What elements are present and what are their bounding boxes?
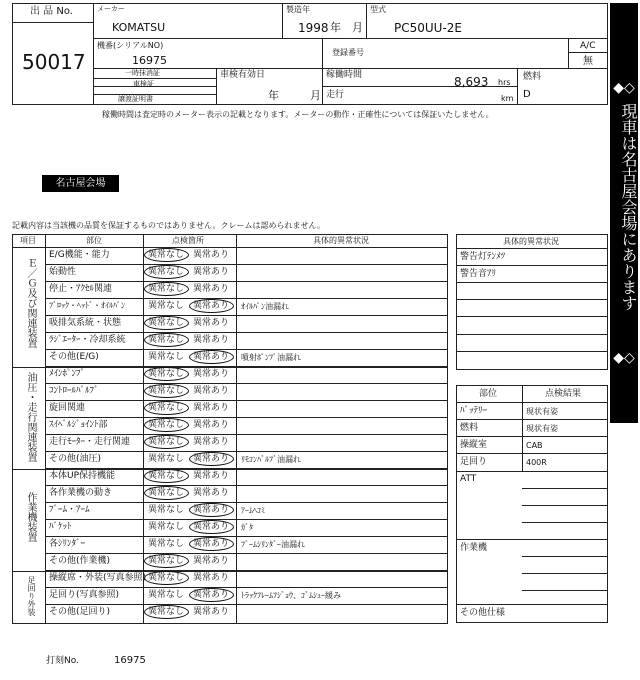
hours-label: 稼働時間	[326, 70, 363, 80]
header-detail: 具体的異常状況	[313, 236, 369, 245]
status-ng-option: 異常あり	[193, 607, 230, 617]
selected-status-circle	[144, 571, 189, 585]
lot-label: 出 品 No.	[30, 6, 73, 17]
status-ok-option: 異常なし	[148, 488, 185, 498]
status-ng-option: 異常あり	[193, 250, 230, 260]
selected-status-circle	[144, 486, 189, 500]
status-ng-option: 異常あり	[193, 369, 230, 379]
stamp-label: 打刻No.	[46, 656, 79, 666]
status-ng-option: 異常あり	[193, 318, 230, 328]
selected-status-circle	[144, 469, 189, 483]
status-ng-option: 異常あり	[193, 284, 230, 294]
selected-status-circle	[189, 452, 234, 466]
row-part: 本体UP保持機能	[49, 471, 116, 481]
header-item: 項目	[20, 236, 36, 245]
row-detail: ﾌﾞｰﾑｼﾘﾝﾀﾞｰ油漏れ	[241, 540, 305, 549]
category-engine: Ｅ／Ｇ及び関連装置	[25, 258, 36, 348]
status-ok-option: 異常なし	[148, 284, 185, 294]
row-part: 走行ﾓｰﾀｰ・走行関連	[49, 437, 131, 447]
row-part: 旋回関連	[49, 403, 86, 413]
status-ok-option: 異常なし	[148, 573, 185, 583]
row-part: ﾌﾞｰﾑ・ｱｰﾑ	[49, 505, 90, 515]
work-equipment-label: 作業機	[460, 543, 488, 553]
lot-number: 50017	[22, 50, 86, 74]
selected-status-circle	[189, 503, 234, 517]
category-hydraulic: 油圧・走行関連装置	[25, 372, 36, 462]
selected-status-circle	[144, 265, 189, 279]
status-ng-option: 異常あり	[193, 590, 230, 600]
header-check: 点検箇所	[172, 236, 204, 245]
inspection-cert-label: 車検証	[133, 80, 154, 88]
selected-status-circle	[144, 605, 189, 619]
status-ok-option: 異常なし	[148, 437, 185, 447]
row-part: 吸排気系統・状態	[49, 318, 122, 328]
status-ok-option: 異常なし	[148, 352, 185, 362]
result-header-result: 点検結果	[545, 389, 582, 399]
serial-value: 16975	[132, 54, 167, 67]
status-ok-option: 異常なし	[148, 318, 185, 328]
registration-label: 登録番号	[332, 48, 364, 57]
year-label: 製造年	[286, 5, 310, 14]
status-ng-option: 異常あり	[193, 454, 230, 464]
location-notice: 現車は名古屋会場にあります	[619, 103, 638, 311]
selected-status-circle	[144, 316, 189, 330]
inspection-year-unit: 年	[268, 89, 279, 102]
year-value: 1998	[298, 21, 329, 35]
row-part: その他(油圧)	[49, 454, 102, 464]
status-ok-option: 異常なし	[148, 267, 185, 277]
status-ok-option: 異常なし	[148, 386, 185, 396]
row-detail: ｶﾞﾀ	[241, 523, 253, 532]
selected-status-circle	[144, 282, 189, 296]
att-label: ATT	[460, 474, 477, 484]
status-ok-option: 異常なし	[148, 301, 185, 311]
row-detail: ﾘﾓｺﾝﾊﾞﾙﾌﾞ油漏れ	[241, 455, 301, 464]
selected-status-circle	[144, 384, 189, 398]
result-header-part: 部位	[479, 389, 498, 399]
row-part: 各ｼﾘﾝﾀﾞｰ	[49, 539, 86, 549]
status-ng-option: 異常あり	[193, 539, 230, 549]
selected-status-circle	[189, 520, 234, 534]
maker-value: KOMATSU	[112, 21, 166, 34]
result-value: 現状有姿	[526, 407, 558, 416]
fuel-label: 燃料	[523, 72, 542, 82]
status-ok-option: 異常なし	[148, 539, 185, 549]
model-label: 型式	[370, 5, 386, 14]
status-ng-option: 異常あり	[193, 556, 230, 566]
status-ok-option: 異常なし	[148, 522, 185, 532]
fuel-value: D	[523, 89, 531, 100]
hours-disclaimer: 稼働時間は査定時のメーター表示の記載となります。メーターの動作・正確性については保証いたしません。	[102, 110, 494, 119]
status-ok-option: 異常なし	[148, 505, 185, 515]
row-part: その他(作業機)	[49, 556, 111, 566]
selected-status-circle	[144, 367, 189, 381]
result-value: 現状有姿	[526, 424, 558, 433]
location-sidebar	[610, 3, 638, 423]
status-ng-option: 異常あり	[193, 522, 230, 532]
km-unit: km	[501, 94, 514, 103]
venue-tag: 名古屋会場	[42, 175, 119, 192]
row-part: ﾌﾞﾛｯｸ・ﾍｯﾄﾞ・ｵｲﾙﾊﾟﾝ	[49, 301, 125, 310]
selected-status-circle	[144, 435, 189, 449]
quality-disclaimer: 記載内容は当該機の品質を保証するものではありません。クレームは認められません。	[12, 221, 325, 230]
status-ng-option: 異常あり	[193, 573, 230, 583]
ac-value: 無	[583, 56, 593, 67]
row-part: 足回り(写真参照)	[49, 590, 120, 600]
row-part: E/G機能・能力	[49, 250, 110, 260]
status-ok-option: 異常なし	[148, 590, 185, 600]
status-ng-option: 異常あり	[193, 471, 230, 481]
status-ng-option: 異常あり	[193, 505, 230, 515]
row-part: ｽｲﾍﾞﾙｼﾞｮｲﾝﾄ部	[49, 420, 108, 430]
status-ng-option: 異常あり	[193, 352, 230, 362]
serial-label: 機番(シリアルNO)	[97, 41, 164, 50]
row-part: 操縦席・外装(写真参照)	[49, 573, 147, 583]
status-ng-option: 異常あり	[193, 301, 230, 311]
result-part: ﾊﾞｯﾃﾘｰ	[460, 406, 488, 416]
status-ok-option: 異常なし	[148, 403, 185, 413]
status-ok-option: 異常なし	[148, 369, 185, 379]
status-ok-option: 異常なし	[148, 250, 185, 260]
travel-label: 走行	[326, 90, 345, 100]
row-part: 停止・ｱｸｾﾙ関連	[49, 284, 113, 294]
status-ng-option: 異常あり	[193, 386, 230, 396]
header-part: 部位	[86, 236, 102, 245]
selected-status-circle	[144, 554, 189, 568]
result-value: CAB	[526, 441, 543, 450]
result-part: 操縦室	[460, 440, 488, 450]
result-part: 燃料	[460, 423, 479, 433]
row-part: ﾊﾞｹｯﾄ	[49, 522, 72, 532]
ac-label: A/C	[580, 41, 596, 51]
result-value: 400R	[526, 458, 547, 467]
month-unit: 月	[352, 21, 363, 34]
inspection-expiry-label: 車検有効日	[220, 70, 266, 80]
row-part: 始動性	[49, 267, 77, 277]
temp-cancel-label: 一時抹消証	[125, 69, 160, 77]
diamond-marker-bottom: ◆◇	[613, 350, 635, 366]
selected-status-circle	[189, 299, 234, 313]
status-ok-option: 異常なし	[148, 607, 185, 617]
transfer-cert-label: 譲渡証明書	[118, 95, 153, 103]
abnormal-item: 警告灯ﾃﾝﾒﾂ	[460, 252, 506, 262]
status-ok-option: 異常なし	[148, 420, 185, 430]
row-detail: 噴射ﾎﾟﾝﾌﾟ油漏れ	[241, 353, 301, 362]
row-detail: ﾄﾗｯｸﾌﾚｰﾑﾌｼﾞｮｳ、ｺﾞﾑｼｭｰ緩み	[241, 591, 341, 600]
hours-value: 8,693	[454, 75, 489, 89]
diamond-marker-top: ◆◇	[613, 80, 635, 96]
other-spec-label: その他仕様	[460, 608, 506, 618]
row-part: ｺﾝﾄﾛｰﾙﾊﾞﾙﾌﾞ	[49, 386, 99, 396]
selected-status-circle	[144, 401, 189, 415]
stamp-number: 16975	[114, 655, 146, 666]
status-ng-option: 異常あり	[193, 403, 230, 413]
row-part: ﾗｼﾞｴｰﾀｰ・冷却系統	[49, 335, 126, 345]
status-ok-option: 異常なし	[148, 335, 185, 345]
category-undercarriage: 足回り外装	[27, 576, 36, 616]
selected-status-circle	[189, 588, 234, 602]
status-ng-option: 異常あり	[193, 437, 230, 447]
model-value: PC50UU-2E	[394, 21, 462, 35]
status-ng-option: 異常あり	[193, 488, 230, 498]
row-part: その他(足回り)	[49, 607, 111, 617]
status-ng-option: 異常あり	[193, 335, 230, 345]
status-ng-option: 異常あり	[193, 267, 230, 277]
abnormal-header: 具体的異常状況	[503, 237, 559, 246]
selected-status-circle	[189, 350, 234, 364]
row-part: その他(E/G)	[49, 352, 99, 362]
status-ok-option: 異常なし	[148, 471, 185, 481]
category-work-equipment: 作業機装置	[25, 492, 36, 542]
abnormal-item: 警告音ｱﾘ	[460, 269, 497, 279]
row-detail: ｵｲﾙﾊﾟﾝ油漏れ	[241, 302, 289, 311]
selected-status-circle	[144, 333, 189, 347]
row-part: 各作業機の動き	[49, 488, 113, 498]
status-ok-option: 異常なし	[148, 556, 185, 566]
status-ok-option: 異常なし	[148, 454, 185, 464]
row-part: ﾒｲﾝﾎﾟﾝﾌﾟ	[49, 369, 86, 379]
status-ng-option: 異常あり	[193, 420, 230, 430]
selected-status-circle	[144, 248, 189, 262]
selected-status-circle	[189, 537, 234, 551]
row-detail: ｱｰﾑﾍｺﾐ	[241, 506, 265, 515]
inspection-month-unit: 月	[310, 89, 321, 102]
result-part: 足回り	[460, 457, 488, 467]
year-unit: 年	[330, 21, 341, 34]
hours-unit: hrs	[498, 78, 511, 87]
selected-status-circle	[144, 418, 189, 432]
maker-label: メーカー	[97, 5, 125, 13]
